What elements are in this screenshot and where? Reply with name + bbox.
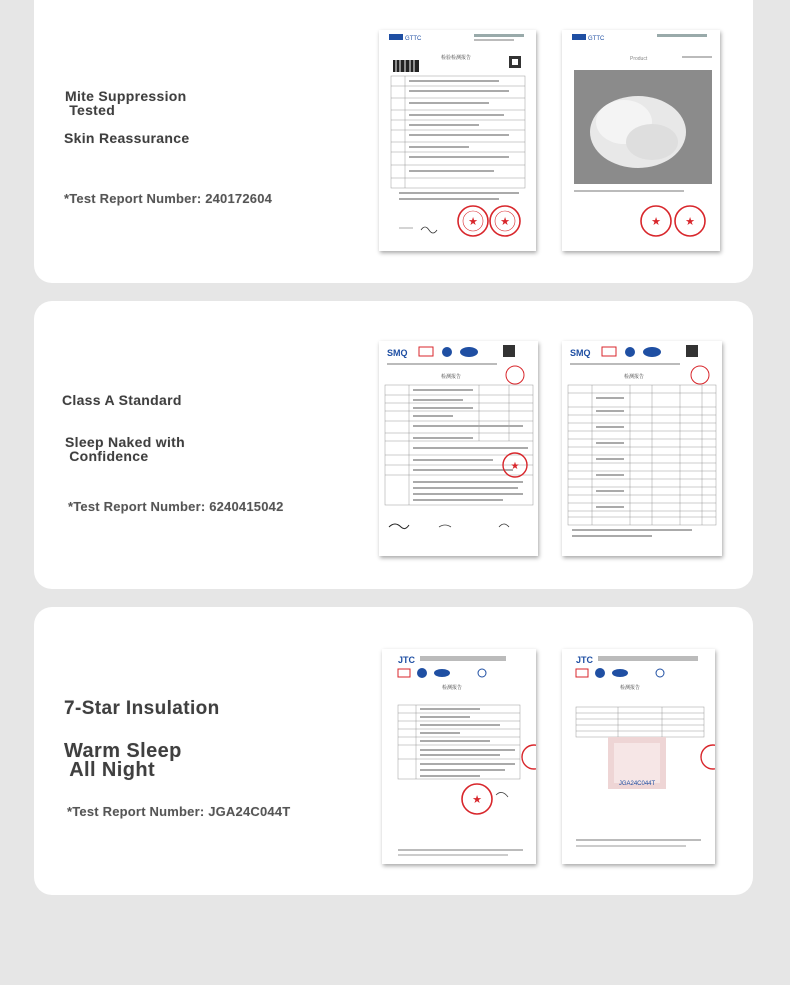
certification-card-3 [34, 607, 753, 895]
feature-label-sleep-naked: Sleep Naked with Confidence [65, 434, 185, 464]
test-report-document [382, 649, 536, 864]
document-title: 检验检测报告 [441, 55, 472, 61]
document-title: 检测报告 [620, 685, 641, 691]
certification-card-1 [34, 0, 753, 283]
brand-logo: SMQ [387, 348, 408, 358]
svg-text:★: ★ [468, 216, 478, 228]
brand-logo: JTC [576, 655, 594, 665]
brand-logo: SMQ [570, 348, 591, 358]
svg-text:★: ★ [472, 794, 482, 806]
document-title: 检测报告 [624, 374, 645, 380]
svg-text:★: ★ [651, 216, 661, 228]
test-report-number: *Test Report Number: JGA24C044T [67, 804, 291, 819]
report-stamp-text: JGA24C044T [618, 781, 656, 787]
document-title: 检测报告 [442, 685, 463, 691]
brand-logo: JTC [398, 655, 416, 665]
test-report-document [562, 649, 715, 864]
test-report-document [379, 341, 538, 556]
document-title: 检测报告 [441, 374, 462, 380]
feature-label-skin: Skin Reassurance [64, 130, 190, 146]
test-report-document [562, 30, 720, 251]
brand-logo: GTTC [588, 36, 605, 42]
feature-label-mite: Mite Suppression Tested [65, 88, 187, 118]
test-report-number: *Test Report Number: 240172604 [64, 191, 273, 206]
document-title: Product [630, 56, 648, 62]
test-report-document [379, 30, 536, 251]
feature-label-warm-sleep: Warm Sleep All Night [64, 740, 182, 781]
test-report-number: *Test Report Number: 6240415042 [68, 499, 284, 514]
test-report-document [562, 341, 722, 556]
feature-label-insulation: 7-Star Insulation [64, 698, 220, 719]
svg-text:★: ★ [500, 216, 510, 228]
svg-text:★: ★ [685, 216, 695, 228]
brand-logo: GTTC [405, 36, 422, 42]
svg-text:★: ★ [510, 461, 520, 472]
feature-label-class-a: Class A Standard [62, 392, 182, 408]
certification-card-2 [34, 301, 753, 589]
